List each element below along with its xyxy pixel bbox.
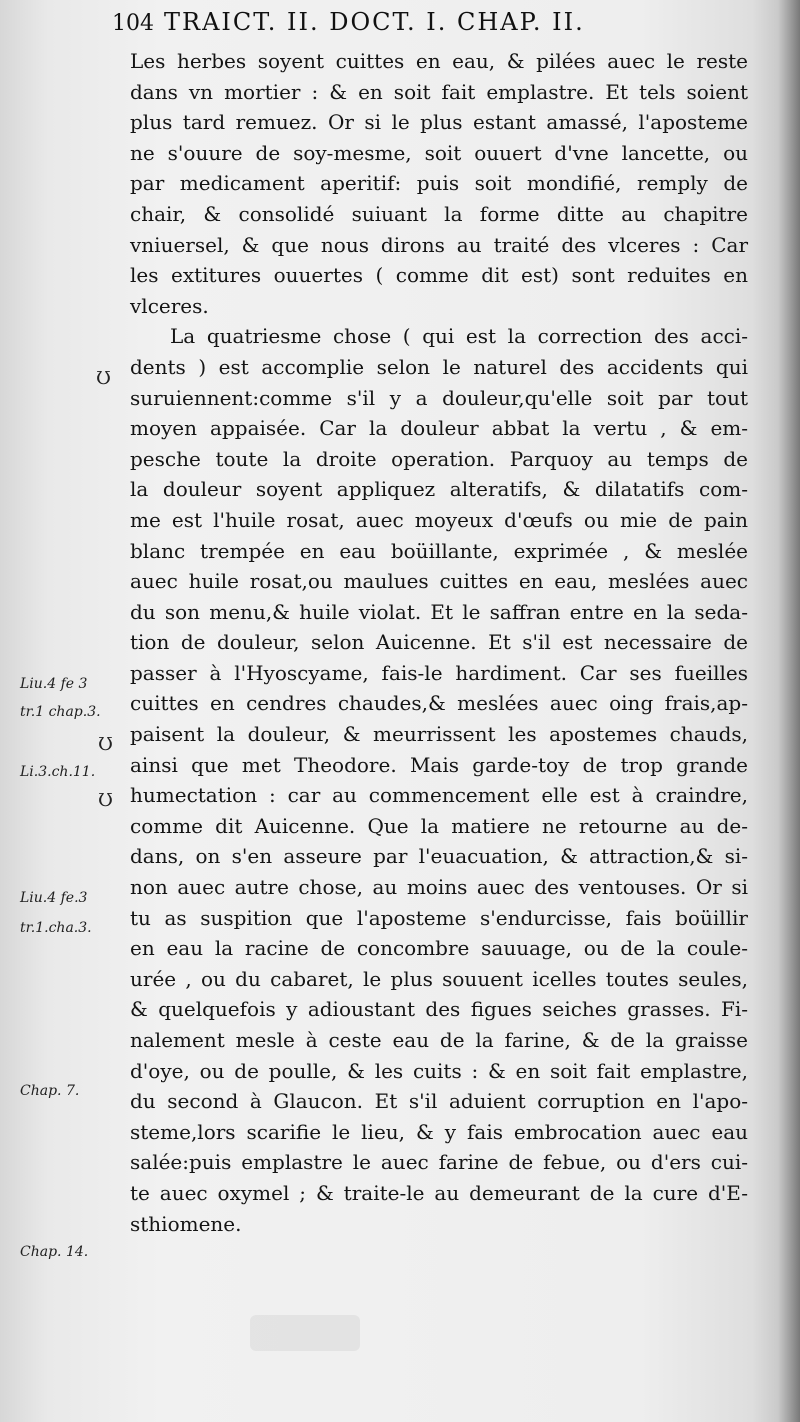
- text-line: chair, & consolidé suiuant la forme ditte au chapitre: [130, 201, 748, 226]
- text-line: te auec oxymel ; & traite-le au demeurant de la cure d'E-: [130, 1180, 748, 1205]
- margin-note: Chap. 7.: [20, 1083, 80, 1099]
- text-line: nalement mesle à ceste eau de la farine, & de la graisse: [130, 1028, 748, 1052]
- margin-note: Liu.4 fe 3: [20, 676, 88, 692]
- text-line: urée , ou du cabaret, le plus souuent icelles toutes seules,: [130, 966, 748, 991]
- text-line: tion de douleur, selon Auicenne. Et s'il est necessaire de: [130, 630, 748, 655]
- page-gutter-shadow: [778, 0, 800, 1422]
- text-line: du son menu,& huile violat. Et le saffran entre en la seda-: [130, 599, 748, 624]
- text-line: salée:puis emplastre le auec farine de febue, ou d'ers cui-: [130, 1150, 748, 1175]
- text-line: blanc trempée en eau boüillante, exprimée , & meslée: [130, 538, 748, 563]
- body-text: [130, 46, 748, 1239]
- running-title: TRAICT. II. DOCT. I. CHAP. II.: [164, 8, 585, 36]
- text-line: dans vn mortier : & en soit fait emplastre. Et tels soient: [130, 79, 748, 104]
- text-line: moyen appaisée. Car la douleur abbat la vertu , & em-: [130, 416, 748, 441]
- text-line: passer à l'Hyoscyame, fais-le hardiment. Car ses fueilles: [130, 660, 748, 685]
- margin-note: tr.1.cha.3.: [20, 920, 92, 936]
- text-line: cuittes en cendres chaudes,& meslées auec oing frais,ap-: [130, 691, 748, 716]
- text-line: comme dit Auicenne. Que la matiere ne retourne au de-: [130, 813, 748, 838]
- text-line: humectation : car au commencement elle est à craindre,: [130, 783, 748, 808]
- text-line: par medicament aperitif: puis soit mondifié, remply de: [130, 171, 748, 196]
- paragraph-start-line: La quatriesme chose ( qui est la correction des acci-: [170, 324, 748, 349]
- text-line: auec huile rosat,ou maulues cuittes en eau, meslées auec: [130, 569, 748, 594]
- text-line: vniuersel, & que nous dirons au traité des vlceres : Car: [130, 232, 748, 257]
- text-line: ne s'ouure de soy-mesme, soit ouuert d'vne lancette, ou: [130, 140, 748, 165]
- text-line: les extitures ouuertes ( comme dit est) sont reduites en: [130, 263, 748, 288]
- text-line: plus tard remuez. Or si le plus estant amassé, l'aposteme: [130, 110, 748, 135]
- paragraph-mark-icon: Ʊ: [98, 734, 113, 755]
- margin-note: Chap. 14.: [20, 1244, 89, 1260]
- margin-note: Liu.4 fe.3: [20, 890, 88, 906]
- text-line: en eau la racine de concombre sauuage, ou de la coule-: [130, 936, 748, 961]
- ink-bleed-smudge: [250, 1315, 360, 1351]
- text-line: & quelquefois y adioustant des figues seiches grasses. Fi-: [130, 997, 748, 1022]
- margin-note: tr.1 chap.3.: [20, 704, 101, 720]
- text-line: steme,lors scarifie le lieu, & y fais embrocation auec eau: [130, 1119, 748, 1144]
- text-line: d'oye, ou de poulle, & les cuits : & en soit fait emplastre,: [130, 1058, 748, 1083]
- margin-note: Li.3.ch.11.: [20, 764, 96, 780]
- paragraph-mark-icon: Ʊ: [96, 368, 111, 389]
- page-number: 104: [112, 11, 154, 36]
- text-line: me est l'huile rosat, auec moyeux d'œufs ou mie de pain: [130, 507, 748, 532]
- text-line: vlceres.: [130, 293, 209, 318]
- text-line: du second à Glaucon. Et s'il aduient corruption en l'apo-: [130, 1089, 748, 1114]
- text-line: pesche toute la droite operation. Parquoy au temps de: [130, 446, 748, 471]
- text-line: dents ) est accomplie selon le naturel des accidents qui: [130, 354, 748, 379]
- text-line: dans, on s'en asseure par l'euacuation, & attraction,& si-: [130, 844, 748, 869]
- paragraph-mark-icon: Ʊ: [98, 790, 113, 811]
- running-header: [112, 8, 722, 38]
- text-line: paisent la douleur, & meurrissent les apostemes chauds,: [130, 722, 748, 747]
- text-line: tu as suspition que l'aposteme s'endurcisse, fais boüillir: [130, 905, 748, 930]
- text-line: suruiennent:comme s'il y a douleur,qu'elle soit par tout: [130, 385, 748, 410]
- text-line: non auec autre chose, au moins auec des ventouses. Or si: [130, 875, 748, 900]
- text-line: Les herbes soyent cuittes en eau, & pilées auec le reste: [130, 49, 748, 73]
- text-line: ainsi que met Theodore. Mais garde-toy de trop grande: [130, 752, 748, 777]
- text-line: sthiomene.: [130, 1211, 242, 1236]
- text-line: la douleur soyent appliquez alteratifs, & dilatatifs com-: [130, 477, 748, 502]
